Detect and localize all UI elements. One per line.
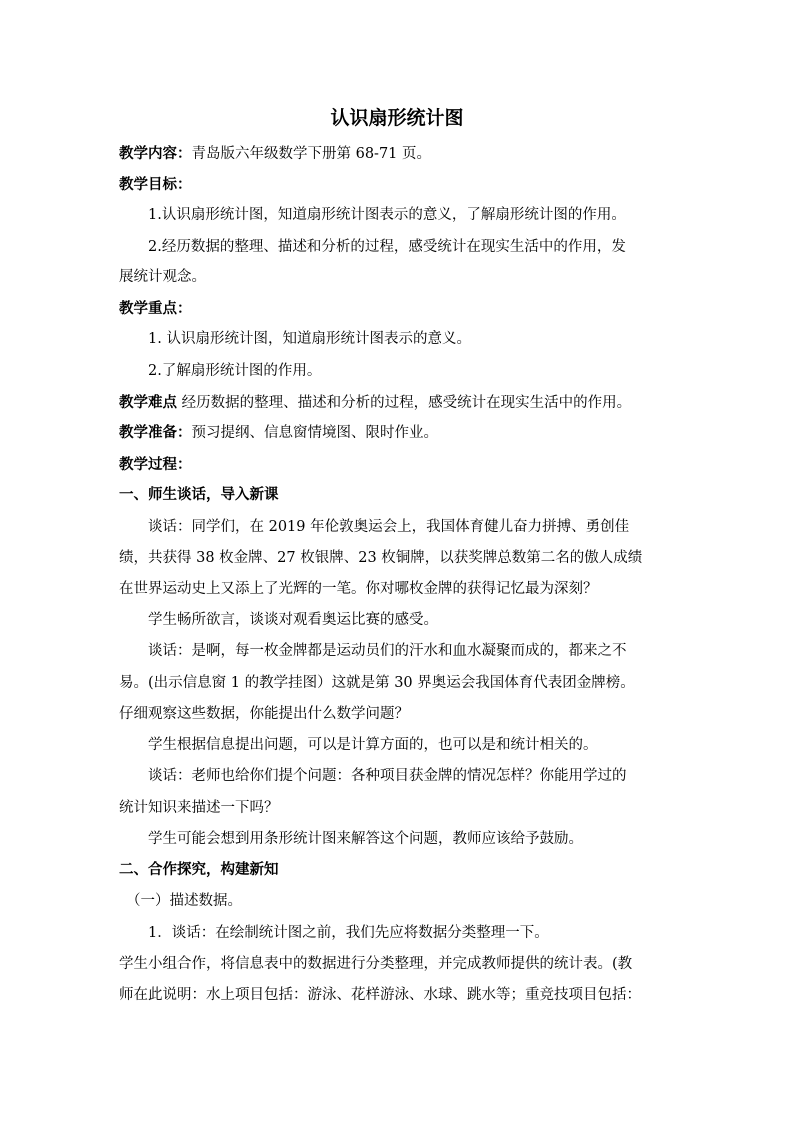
prep-label: 教学准备： [119,424,192,441]
s1-p4: 学生根据信息提出问题，可以是计算方面的，也可以是和统计相关的。 [148,737,598,753]
s1-p5-line2: 统计知识来描述一下吗？ [119,800,279,816]
keypoint-2: 2.了解扇形统计图的作用。 [148,363,322,379]
s1-p3-line2: 易。(出示信息窗 1 的教学挂图）这就是第 30 界奥运会我国体育代表团金牌榜。 [119,675,635,691]
s2-sub1: （一）描述数据。 [126,893,242,909]
s1-p1-line2: 绩，共获得 38 枚金牌、27 枚银牌、23 枚铜牌，以获奖牌总数第二名的傲人成绩 [119,550,643,566]
s1-p6: 学生可能会想到用条形统计图来解答这个问题，教师应该给予鼓励。 [148,831,583,847]
s1-p2: 学生畅所欲言，谈谈对观看奥运比赛的感受。 [148,612,438,628]
content-text: 青岛版六年级数学下册第 68-71 页。 [191,146,432,162]
s1-p3-line1: 谈话：是啊，每一枚金牌都是运动员们的汗水和血水凝聚而成的，都来之不 [148,643,627,659]
s1-p1-line1: 谈话：同学们，在 2019 年伦敦奥运会上，我国体育健儿奋力拼搏、勇创佳 [148,519,630,535]
goal-2-line2: 展统计观念。 [119,269,206,285]
s1-p5-line1: 谈话：老师也给你们提个问题：各种项目获金牌的情况怎样？你能用学过的 [148,768,627,784]
section2-heading: 二、合作探究，构建新知 [119,861,279,878]
page-title: 认识扇形统计图 [330,107,464,129]
content-label: 教学内容： [119,145,192,162]
prep-line [119,422,679,444]
content-line [119,143,679,165]
difficulty-text: 经历数据的整理、描述和分析的过程，感受统计在现实生活中的作用。 [177,395,632,411]
goals-label: 教学目标： [119,176,192,193]
s1-p3-line3: 仔细观察这些数据，你能提出什么数学问题？ [119,706,409,722]
keypoint-1: 1. 认识扇形统计图，知道扇形统计图表示的意义。 [148,331,471,347]
s2-p2-line1: 学生小组合作，将信息表中的数据进行分类整理，并完成教师提供的统计表。(教 [119,956,633,972]
difficulty-label: 教学难点 [119,394,177,411]
goal-2-line1: 2.经历数据的整理、描述和分析的过程，感受统计在现实生活中的作用，发 [148,239,626,255]
difficulty-line [119,392,679,414]
s2-p1: 1．谈话：在绘制统计图之前，我们先应将数据分类整理一下。 [148,925,549,941]
section1-heading: 一、师生谈话，导入新课 [119,486,279,503]
s2-p2-line2: 师在此说明：水上项目包括：游泳、花样游泳、水球、跳水等；重竞技项目包括： [119,987,641,1003]
s1-p1-line3: 在世界运动史上又添上了光辉的一笔。你对哪枚金牌的获得记忆最为深刻？ [119,581,598,597]
process-label: 教学过程： [119,456,192,473]
prep-text: 预习提纲、信息窗情境图、限时作业。 [191,425,438,441]
keypoints-label: 教学重点： [119,300,192,317]
goal-1: 1.认识扇形统计图，知道扇形统计图表示的意义，了解扇形统计图的作用。 [148,207,626,223]
